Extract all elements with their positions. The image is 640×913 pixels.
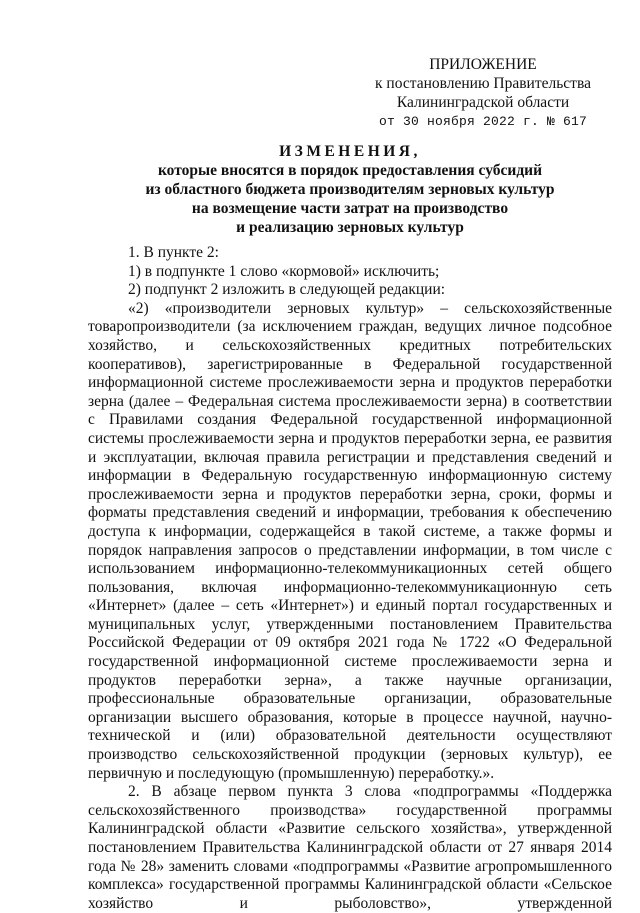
appendix-line-1: к постановлению Правительства xyxy=(375,75,591,92)
document-body xyxy=(88,244,612,913)
heading-line-3: на возмещение части затрат на производство xyxy=(191,200,509,217)
document-heading xyxy=(88,142,612,237)
paragraph-4: «2) «производители зерновых культур» – сельскохозяйственные товаропроизводители (за исключением граждан, ведущих личное подсобное хозяйство, и сельскохозяйственных кредитных потребительских кооперативов), зарегистрированные в Федеральной государственной информационной системе прослеживаемости зерна и продуктов переработки зерна (далее – Федеральная система прослеживаемости зерна) в соответствии с Правилами создания Федеральной государственной информационной системы прослеживаемости зерна и продуктов переработки зерна, ее развития и эксплуатации, включая правила регистрации и представления сведений и информации в Федеральную государственную информационную систему прослеживаемости зерна и продуктов переработки зерна, сроки, формы и форматы представления сведений и информации, требования к обеспечению доступа к информации, содержащейся в такой системе, а также формы и порядок направления запросов о представлении информации, в том числе с использованием информационно-телекоммуникационных сетей общего пользования, включая информационно-телекоммуникационную сеть «Интернет» (далее – сеть «Интернет») и единый портал государственных и муниципальных услуг, утвержденными постановлением Правительства Российской Федерации от 09 октября 2021 года № 1722 «О Федеральной государственной информационной системе прослеживаемости зерна и продуктов переработки зерна», а также научные организации, профессиональные образовательные организации, образовательные организации высшего образования, которые в процессе научной, научно-технической и (или) образовательной деятельности осуществляют производство сельскохозяйственной продукции (зерновых культур), ее первичную и последующую (промышленную) переработку.». xyxy=(88,299,612,782)
appendix-date-line: от 30 ноября 2022 г. № 617 xyxy=(378,114,588,129)
appendix-line-2: Калининградской области xyxy=(396,94,570,111)
heading-line-1: которые вносятся в порядок предоставления субсидий xyxy=(157,162,543,179)
paragraph-5: 2. В абзаце первом пункта 3 слова «подпрограммы «Поддержка сельскохозяйственного производства» государственной программы Калининградской области «Развитие сельского хозяйства», утвержденной постановлением Правительства Калининградской области от 27 января 2014 года № 28» заменить словами «подпрограммы «Развитие агропромышленного комплекса» государственной программы Калининградской области «Сельское хозяйство и рыболовство», утвержденной xyxy=(88,783,612,912)
heading-title: ИЗМЕНЕНИЯ, xyxy=(279,143,421,160)
paragraph-1: 1. В пункте 2: xyxy=(128,244,219,261)
paragraph-3: 2) подпункт 2 изложить в следующей редакции: xyxy=(128,281,446,299)
heading-line-2: из областного бюджета производителям зерновых культур xyxy=(145,181,555,198)
appendix-title: ПРИЛОЖЕНИЕ xyxy=(429,56,537,73)
appendix-header xyxy=(358,55,608,131)
heading-line-4: и реализацию зерновых культур xyxy=(236,219,464,236)
paragraph-2: 1) в подпункте 1 слово «кормовой» исключить; xyxy=(128,262,440,280)
